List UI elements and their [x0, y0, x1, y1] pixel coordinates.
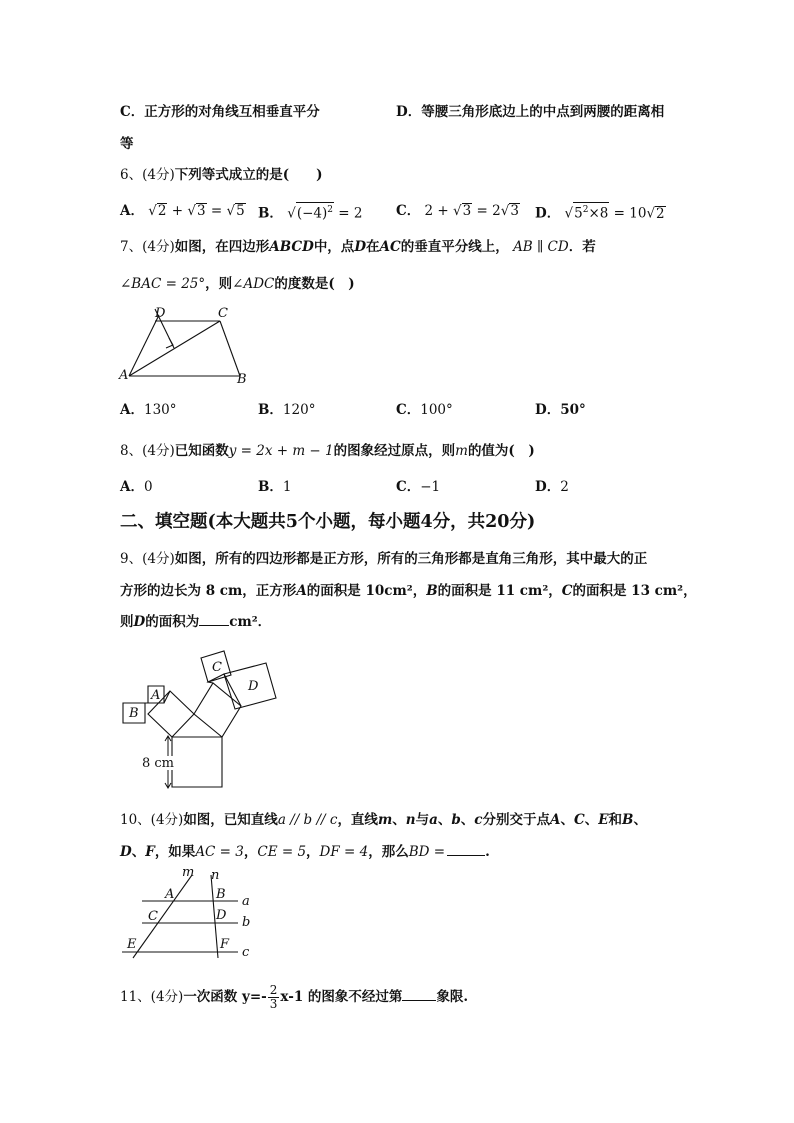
option-value: 100° [420, 402, 453, 418]
label-b: B [237, 372, 247, 387]
text: x-1 的图象不经过第 [280, 989, 403, 1005]
radicand [296, 202, 334, 222]
option-text: 正方形的对角线互相垂直平分 [144, 104, 320, 120]
point-c-label: C [148, 909, 158, 924]
point-a-label: A [165, 887, 175, 902]
q8-stem [120, 442, 535, 460]
option-label: A． [120, 402, 144, 418]
label-a: A [119, 368, 129, 383]
sqrt-sign: √ [500, 203, 510, 219]
text: ，如果 [154, 844, 196, 860]
q6-option-b [258, 202, 363, 223]
math-name: AC [379, 239, 401, 255]
math-name: A [296, 583, 307, 599]
math-expression: CE = 5 [257, 844, 307, 860]
denominator: 3 [269, 997, 278, 1011]
line-a-label: a [242, 894, 250, 909]
option-text: 等腰三角形底边上的中点到两腰的距离相 [421, 104, 665, 120]
option-label: B． [258, 205, 283, 222]
radicand: 3 [510, 203, 519, 219]
label-d: D [248, 679, 259, 694]
radicand: 3 [462, 203, 472, 219]
math-name: ABCD [269, 239, 314, 255]
q5-option-d [396, 103, 664, 121]
radicand: 3 [197, 203, 206, 219]
exponent: 2 [582, 205, 589, 215]
text: 的图象经过原点，则 [333, 443, 456, 459]
math-expression: BD = [408, 844, 446, 860]
label-b: B [129, 706, 139, 721]
term: 2 + [424, 203, 449, 219]
point-f-label: F [220, 937, 230, 952]
option-value: 130° [143, 402, 177, 418]
q6-stem [120, 166, 323, 184]
option-value: 1 [282, 479, 292, 495]
text: 、 [131, 844, 146, 860]
text: 的面积是 13 cm²， [572, 583, 697, 599]
line-m-label: m [182, 865, 195, 880]
math-name: A [550, 812, 561, 828]
math-expression: y = 2x + m − 1 [228, 443, 334, 459]
side-length-label: 8 cm [142, 756, 175, 771]
option-label: C． [120, 104, 145, 120]
text: 的垂直平分线上， [400, 239, 509, 255]
text: 的度数是( ) [274, 276, 355, 292]
q7-option-b [258, 401, 315, 419]
option-label: D． [535, 402, 561, 418]
text: 如图，所有的四边形都是正方形，所有的三角形都是直角三角形，其中最大的正 [174, 551, 648, 567]
operator: = [210, 203, 223, 219]
factor: ×8 [588, 205, 609, 222]
math-name: n [405, 812, 416, 828]
section-title: 二、填空题(本大题共5个小题，每小题4分，共20分) [120, 512, 536, 532]
q7-option-d [535, 401, 586, 419]
text: 在 [366, 239, 380, 255]
q7-quadrilateral-figure [118, 304, 258, 386]
option-value: −1 [420, 479, 441, 495]
text: 、 [460, 812, 475, 828]
text: 、 [584, 812, 599, 828]
math-name: F [145, 844, 155, 860]
math-name: b [451, 812, 461, 828]
q9-stem-line3 [120, 613, 271, 631]
answer-blank[interactable] [199, 613, 229, 626]
math-name: E [598, 812, 609, 828]
question-number: 11、(4分) [120, 989, 184, 1005]
line-n-label: n [211, 868, 220, 883]
option-value: 120° [282, 402, 316, 418]
line-b-label: b [242, 915, 251, 930]
operator: + [171, 203, 184, 219]
sqrt-sign: √ [646, 205, 656, 222]
option-label: A． [120, 479, 144, 495]
option-label: B． [258, 402, 283, 418]
text: 与 [415, 812, 430, 828]
text: 、 [437, 812, 452, 828]
text: 、 [560, 812, 574, 828]
question-number: 8、(4分) [120, 443, 175, 459]
base: 5 [574, 205, 583, 222]
sqrt-sign: √ [148, 203, 157, 219]
text: 的面积是 10cm²， [306, 583, 427, 599]
point-b-label: B [216, 887, 226, 902]
math-expression: DF = 4 [319, 844, 369, 860]
q8-option-c [396, 478, 440, 496]
sqrt-sign: √ [564, 205, 574, 222]
q7-option-a [120, 401, 177, 419]
option-label: A． [120, 203, 144, 219]
text: . [485, 844, 490, 860]
point-e-label: E [127, 937, 137, 952]
q6-option-d [535, 202, 666, 223]
text: 中，点 [313, 239, 355, 255]
math-variable: m [455, 443, 468, 459]
q10-stem-line1 [120, 811, 647, 829]
label-a: A [151, 688, 161, 703]
fraction [268, 984, 280, 1011]
label-d: D [155, 306, 166, 321]
option-value: 0 [143, 479, 153, 495]
text: 的值为( ) [467, 443, 535, 459]
answer-blank[interactable] [402, 988, 436, 1001]
label-c: C [212, 660, 222, 675]
q6-option-a [120, 202, 246, 220]
q9-stem-line2 [120, 582, 697, 600]
radicand: 2 [656, 205, 665, 222]
text: 分别交于点 [482, 812, 550, 828]
math-name: D [133, 614, 146, 630]
math-name: B [426, 583, 438, 599]
math-expression: AB ∥ CD [513, 239, 569, 255]
math-name: a [429, 812, 438, 828]
math-name: c [474, 812, 483, 828]
text: ， [243, 844, 258, 860]
option-label: D． [535, 479, 561, 495]
q8-option-b [258, 478, 292, 496]
math-expression: ∠BAC = 25° [120, 276, 206, 292]
q7-stem-line1 [120, 238, 596, 256]
math-name: D [120, 844, 132, 860]
text: 的面积是 11 cm²， [437, 583, 562, 599]
result: = 2 [476, 203, 501, 219]
text: ，那么 [368, 844, 409, 860]
option-label: C． [396, 402, 421, 418]
q11-stem [120, 980, 468, 1014]
option-label: D． [535, 205, 561, 222]
text: 和 [608, 812, 623, 828]
question-text: 下列等式成立的是( ) [174, 167, 323, 183]
sqrt-sign: √ [453, 203, 462, 219]
text: 方形的边长为 8 cm，正方形 [120, 583, 297, 599]
question-number: 9、(4分) [120, 551, 175, 567]
radicand: 5 [236, 203, 245, 219]
q7-option-c [396, 401, 453, 419]
math-expression: a // b // c [277, 812, 338, 828]
q10-parallel-lines-figure [120, 866, 260, 958]
math-expression: ∠ADC [232, 276, 275, 292]
question-number: 6、(4分) [120, 167, 175, 183]
point-d-label: D [216, 908, 227, 923]
math-name: B [622, 812, 634, 828]
option-label: C． [396, 479, 421, 495]
question-number: 10、(4分) [120, 812, 184, 828]
text: 的面积为 [145, 614, 200, 630]
q10-stem-line2 [120, 843, 490, 861]
option-label: D． [396, 104, 422, 120]
numerator: 2 [269, 983, 278, 997]
answer-blank[interactable] [447, 843, 485, 856]
sqrt-sign: √ [187, 203, 196, 219]
q5-option-d-continued: 等 [120, 136, 134, 152]
option-label: C． [396, 203, 421, 219]
q9-stem-line1 [120, 550, 647, 568]
q8-option-a [120, 478, 153, 496]
exponent: 2 [327, 205, 333, 215]
text: ， [306, 844, 320, 860]
math-expression: AC = 3 [195, 844, 244, 860]
radicand [573, 202, 609, 222]
text: ，则 [205, 276, 233, 292]
result: = 10 [613, 205, 647, 222]
text: 、 [633, 812, 647, 828]
sqrt-sign: √ [226, 203, 236, 219]
option-label: B． [258, 479, 283, 495]
radicand: 2 [157, 203, 167, 219]
label-c: C [218, 306, 228, 321]
text: 象限. [436, 989, 469, 1005]
line-c-label: c [242, 945, 250, 960]
q8-option-d [535, 478, 569, 496]
text: 如图，在四边形 [174, 239, 270, 255]
q6-option-c [396, 202, 520, 220]
q9-pythagorean-squares-figure [118, 647, 288, 792]
text: ，直线 [337, 812, 378, 828]
q7-stem-line2 [120, 275, 355, 293]
option-value: 50° [560, 402, 586, 418]
result: = 2 [338, 205, 363, 222]
text: 一次函数 y=- [183, 989, 267, 1005]
option-value: 2 [560, 479, 569, 495]
sqrt-sign: √ [287, 205, 296, 222]
text: 如图，已知直线 [183, 812, 278, 828]
math-name: C [561, 583, 573, 599]
math-name: C [573, 812, 585, 828]
text: cm²． [229, 614, 272, 630]
math-name: D [354, 239, 367, 255]
text: 、 [392, 812, 406, 828]
text: ．若 [568, 239, 596, 255]
question-number: 7、(4分) [120, 239, 175, 255]
math-name: m [377, 812, 393, 828]
q5-option-c [120, 103, 320, 121]
text: 则 [120, 614, 134, 630]
base: (−4) [296, 205, 328, 222]
text: 已知函数 [174, 443, 229, 459]
